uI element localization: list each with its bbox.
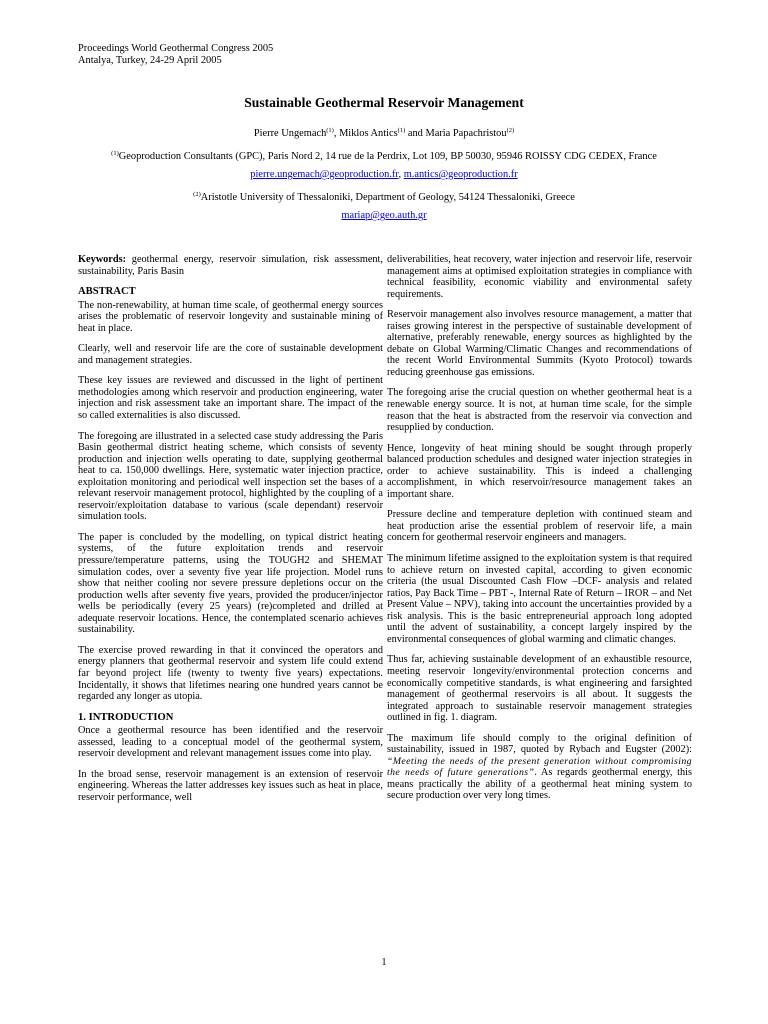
paragraph-text: The maximum life should comply to the original definition of sustainability, issued in 1987, quoted by Rybach and Eugster (2002):: [387, 732, 692, 756]
body-paragraph: deliverabilities, heat recovery, water injection and reservoir life, reservoir management aims at optimised exploitation strategies in compliance with technical feasibility, economic viability and environmental safety requirements.: [387, 254, 692, 300]
keywords-label: Keywords:: [78, 254, 127, 265]
author-separator: and: [405, 128, 426, 139]
body-paragraph: The minimum lifetime assigned to the exploitation system is that required to achieve return on invested capital, according to given economic criteria (the usual Discounted Cash Flow –DCF- analysis and related ratios, Pay Back Time – PBT -, Internal Rate of Return – IROR – and Net Present Value – NPV), taking into account the uncertainties provided by a risk analysis. This is the basic entrepreneurial approach long adopted until the advent of sustainability, a concept largely inspired by the environmental consequences of global warming and climatic changes.: [387, 553, 692, 645]
abstract-paragraph: The exercise proved rewarding in that it convinced the operators and energy planners that geothermal reservoir and system life could extend far beyond project life (twenty to twenty five years) expectations. Incidentally, it shows that lifetimes nearing one hundred years cannot be regarded any longer as utopia.: [78, 644, 383, 703]
affiliation-2: [0, 192, 768, 204]
abstract-paragraph: The foregoing are illustrated in a selected case study addressing the Paris Basin geothermal district heating scheme, which consists of seventy production and injection wells operating to date, supplying geothermal heat to ca. 150,000 dwellings. Here, systematic water injection practice, exploitation monitoring and periodical well inspection set the bases of a relevant reservoir management protocol, highlighted by the coupling of a reservoir/exploitation database to various (scale dependant) reservoir simulation tools.: [78, 430, 383, 523]
introduction-heading: 1. INTRODUCTION: [78, 711, 174, 723]
introduction-paragraph: Once a geothermal resource has been identified and the reservoir assessed, leading to a conceptual model of the geothermal system, reservoir development and relevant management issues come into play.: [78, 725, 383, 760]
author-name: Miklos Antics: [339, 128, 398, 139]
abstract-paragraph: The non-renewability, at human time scale, of geothermal energy sources arises the problematic of reservoir longevity and sustainable mining of heat in place.: [78, 299, 383, 334]
introduction-paragraph: In the broad sense, reservoir management is an extension of reservoir engineering. Whereas the latter addresses key issues such as heat in place, reservoir performance, well: [78, 768, 383, 803]
body-paragraph: Pressure decline and temperature depletion with continued steam and heat production arise the essential problem of reservoir life, a main concern for geothermal reservoir engineers and managers.: [387, 509, 692, 544]
affiliation-2-email: [0, 210, 768, 222]
abstract-heading: ABSTRACT: [78, 286, 136, 298]
abstract-paragraph: The paper is concluded by the modelling, on typical district heating systems, of the future exploitation trends and reservoir pressure/temperature patterns, using the TOUGH2 and SHEMAT simulation codes, over a seventy five year life projection. Model runs show that neither cooling nor severe pressure depletions occur on the production wells after seventy five years, provided the producer/injector wells be periodically (every 25 years) (re)completed and drilled at adequate reservoir locations. Hence, the contemplated scenario achieves sustainability.: [78, 531, 383, 636]
email-link[interactable]: pierre.ungemach@geoproduction.fr: [250, 169, 399, 180]
paragraph-text: . As regards geothermal energy, this means practically the ability of a geothermal heat mining system to secure production over very long times.: [387, 767, 692, 802]
author-list: [0, 128, 768, 140]
author-separator: ,: [333, 128, 340, 139]
body-paragraph: The foregoing arise the crucial question on whether geothermal heat is a renewable energy source. It is not, at human time scale, for the simple reason that the heat is abstracted from the reservoir via convection and resupplied by conduction.: [387, 387, 692, 434]
author-name: Maria Papachristou: [425, 128, 507, 139]
body-paragraph: Reservoir management also involves resource management, a matter that raises growing interest in the perspective of sustainable development of alternative, preferably renewable, energy sources as highlighted by the debate on Global Warming/Climatic Changes and recommendations of the recent World Environmental Summits (Kyoto Protocol) towards reducing greenhouse gas emissions.: [387, 309, 692, 378]
page-number: 1: [381, 957, 387, 968]
sustainability-quote: “Meeting the needs of the present generation without compromising the needs of future generations”: [387, 755, 692, 779]
keywords-text: geothermal energy, reservoir simulation, risk assessment, sustainability, Paris Basin: [78, 254, 383, 277]
body-paragraph: Thus far, achieving sustainable development of an exhaustible resource, meeting reservoir longevity/environmental protection concerns and economically competitive standards, is what engineering and farsighted management of geothermal reservoirs is all about. It suggests the integrated approach to sustainable reservoir management strategies outlined in fig. 1. diagram.: [387, 654, 692, 724]
affiliation-text: Geoproduction Consultants (GPC), Paris Nord 2, 14 rue de la Perdrix, Lot 109, BP 50030, 95946 ROISSY CDG CEDEX, France: [118, 151, 657, 162]
left-column: [78, 254, 383, 812]
abstract-paragraph: Clearly, well and reservoir life are the core of sustainable development and management strategies.: [78, 343, 383, 366]
affiliation-text: Aristotle University of Thessaloniki, Department of Geology, 54124 Thessaloniki, Greece: [200, 192, 575, 203]
author-affiliation-mark: (2): [506, 127, 515, 134]
keywords: [78, 254, 383, 277]
conference-name: Proceedings World Geothermal Congress 2005: [78, 43, 274, 54]
abstract-paragraph: These key issues are reviewed and discussed in the light of pertinent methodologies among which reservoir and production engineering, water injection and risk assessment take an important share. The impact of the so called externalities is also discussed.: [78, 375, 383, 422]
author-affiliation-mark: (1): [397, 127, 406, 134]
author-affiliation-mark: (1): [326, 127, 334, 134]
paper-title: Sustainable Geothermal Reservoir Management: [244, 95, 524, 110]
email-link[interactable]: m.antics@geoproduction.fr: [403, 169, 518, 180]
author-name: Pierre Ungemach: [253, 128, 327, 139]
affiliation-1-emails: [0, 169, 768, 181]
conference-location-dates: Antalya, Turkey, 24-29 April 2005: [78, 55, 222, 66]
affiliation-mark: (1): [111, 150, 119, 157]
body-paragraph: Hence, longevity of heat mining should be sought through properly balanced production schedules and designed water injection strategies in order to achieve sustainability. This is indeed a challenging accomplishment, in which reservoir/resource management takes an important share.: [387, 442, 692, 500]
affiliation-mark: (2): [193, 191, 201, 198]
right-column: [387, 254, 692, 811]
email-link[interactable]: mariap@geo.auth.gr: [341, 210, 427, 221]
email-separator: ,: [398, 169, 404, 180]
affiliation-1: [0, 151, 768, 163]
body-paragraph: [387, 733, 692, 802]
